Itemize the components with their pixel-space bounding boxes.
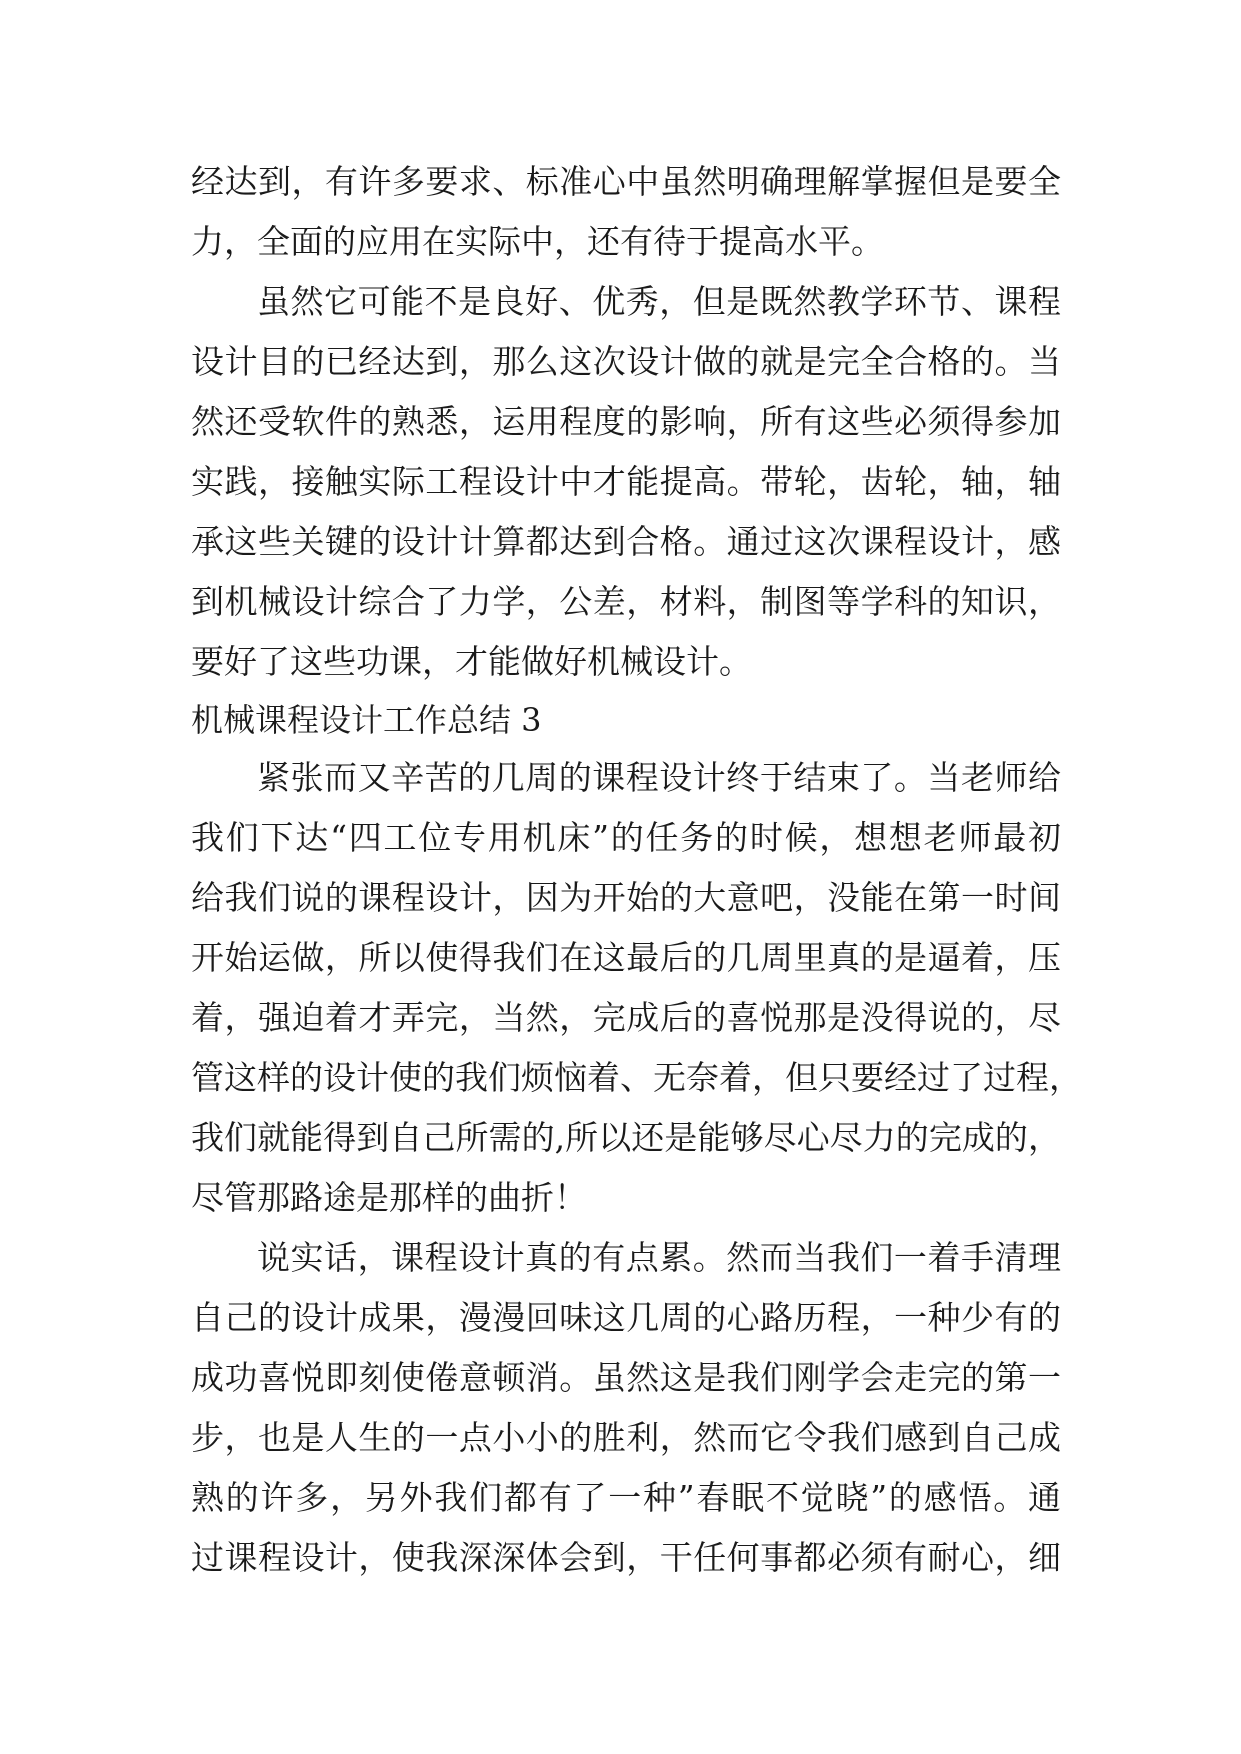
text-line: 紧张而又辛苦的几周的课程设计终于结束了。当老师给	[257, 758, 1061, 797]
text-line: 承这些关键的设计计算都达到合格。通过这次课程设计，感	[191, 522, 1061, 561]
text-line: 设计目的已经达到，那么这次设计做的就是完全合格的。当	[191, 342, 1061, 381]
text-line: 虽然它可能不是良好、优秀，但是既然教学环节、课程	[257, 282, 1061, 321]
text-line: 着，强迫着才弄完，当然，完成后的喜悦那是没得说的，尽	[191, 998, 1061, 1037]
text-line: 熟的许多，另外我们都有了一种”春眠不觉晓”的感悟。通	[191, 1478, 1061, 1517]
text-line: 要好了这些功课，才能做好机械设计。	[191, 642, 752, 681]
text-line: 自己的设计成果，漫漫回味这几周的心路历程，一种少有的	[191, 1298, 1061, 1337]
text-line: 实践，接触实际工程设计中才能提高。带轮，齿轮，轴，轴	[191, 462, 1061, 501]
text-line: 经达到，有许多要求、标准心中虽然明确理解掌握但是要全	[191, 162, 1061, 201]
text-line: 我们下达“四工位专用机床”的任务的时候，想想老师最初	[191, 818, 1061, 857]
section-heading: 机械课程设计工作总结 3	[191, 701, 542, 739]
text-line: 然还受软件的熟悉，运用程度的影响，所有这些必须得参加	[191, 402, 1061, 441]
text-line: 管这样的设计使的我们烦恼着、无奈着，但只要经过了过程，	[191, 1058, 1082, 1097]
text-line: 过课程设计，使我深深体会到，干任何事都必须有耐心，细	[191, 1538, 1061, 1577]
text-line: 开始运做，所以使得我们在这最后的几周里真的是逼着，压	[191, 938, 1061, 977]
text-line: 我们就能得到自己所需的,所以还是能够尽心尽力的完成的，	[191, 1118, 1061, 1157]
text-line: 到机械设计综合了力学，公差，材料，制图等学科的知识，	[191, 582, 1061, 621]
text-line: 成功喜悦即刻使倦意顿消。虽然这是我们刚学会走完的第一	[191, 1358, 1061, 1397]
text-line: 说实话，课程设计真的有点累。然而当我们一着手清理	[257, 1238, 1061, 1277]
text-line: 步，也是人生的一点小小的胜利，然而它令我们感到自己成	[191, 1418, 1061, 1457]
text-line: 给我们说的课程设计，因为开始的大意吧，没能在第一时间	[191, 878, 1061, 917]
text-line: 尽管那路途是那样的曲折！	[191, 1178, 587, 1217]
text-line: 力，全面的应用在实际中，还有待于提高水平。	[191, 222, 884, 261]
